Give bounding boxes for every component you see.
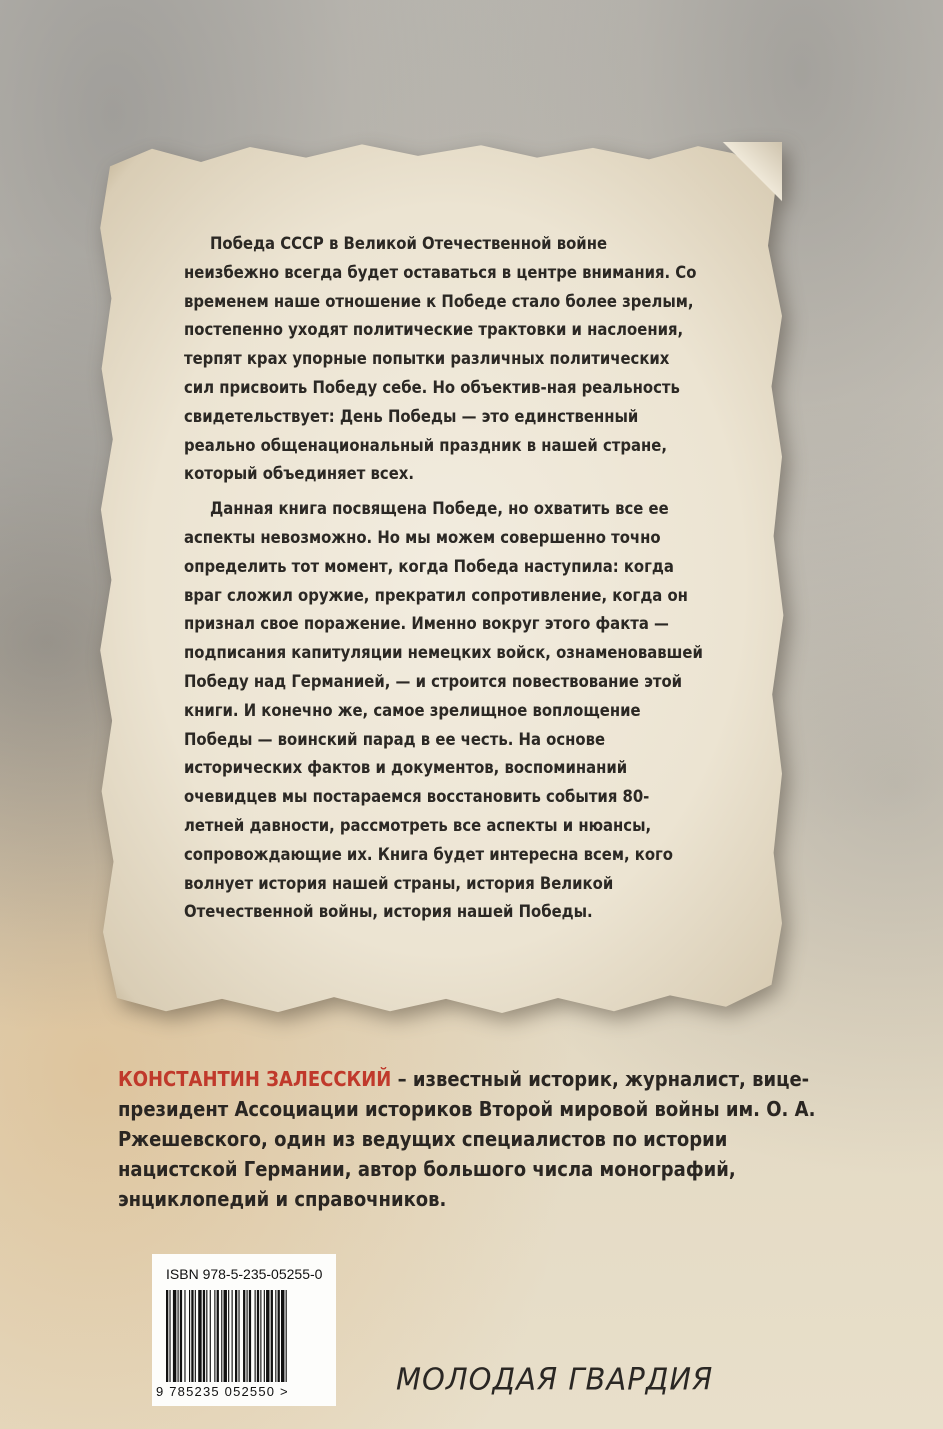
barcode-bar [266,1290,269,1382]
barcode-bar [178,1290,179,1382]
author-name: КОНСТАНТИН ЗАЛЕССКИЙ [118,1067,392,1091]
barcode-bar [257,1290,259,1382]
barcode-bar [281,1290,284,1382]
barcode-bar [286,1290,287,1382]
barcode-bar [271,1290,273,1382]
isbn-label: ISBN 978-5-235-05255-0 [166,1266,323,1282]
barcode-bar [278,1290,280,1382]
barcode-bar [264,1290,265,1382]
barcode-bar [191,1290,193,1382]
barcode-bar [243,1290,245,1382]
publisher-logo: МОЛОДАЯ ГВАРДИЯ [396,1361,714,1397]
barcode-bar [235,1290,237,1382]
barcode-digits: 9 785235 052550 > [156,1384,289,1399]
barcode-bar [173,1290,176,1382]
barcode-bar [189,1290,190,1382]
barcode-bar [166,1290,168,1382]
author-description: – известный историк, журналист, вице-президент Ассоциации историков Второй мировой войны им. О. А. Ржешевского, один из ведущих специалистов по истории нацистской Германии, автор большого числа монографий, энциклопедий и справочников. [118,1067,816,1211]
paper-curl-corner [722,142,782,212]
barcode-bar [217,1290,219,1382]
barcode-bar [232,1290,233,1382]
barcode-bar [260,1290,261,1382]
barcode-bar [275,1290,276,1382]
barcode-bar [247,1290,248,1382]
barcode-bar [198,1290,201,1382]
barcode-bar [184,1290,185,1382]
barcode-bar [255,1290,256,1382]
barcode-bar [169,1290,170,1382]
barcode-bar [214,1290,215,1382]
barcode-bar [206,1290,207,1382]
blurb-paragraph-1: Победа СССР в Великой Отечественной войне неизбежно всегда будет оставаться в центре внимания. Со временем наше отношение к Победе стало более зрелым, постепенно уходят политические трактовки и наслоения, терпят крах упорные попытки различных политических сил присвоить Победу себе. Но объектив-ная реальность свидетельствует: День Победы — это единственный реально общенациональный праздник в нашей стране, который объединяет всех. [184,234,697,484]
blurb-paragraph-2: Данная книга посвящена Победе, но охватить все ее аспекты невозможно. Но мы можем совершенно точно определить тот момент, когда Победа наступила: когда враг сложил оружие, прекратил сопротивление, когда он признал свое поражение. Именно вокруг этого факта — подписания капитуляции немецких войск, ознаменовавшей Победу над Германией, — и строится повествование этой книги. И конечно же, самое зрелищное воплощение Победы — воинский парад в ее честь. На основе исторических фактов и документов, воспоминаний очевидцев мы постараемся восстановить события 80-летней давности, рассмотреть все аспекты и нюансы, сопровождающие их. Книга будет интересна всем, кого волнует история нашей страны, история Великой Отечественной войны, история нашей Победы. [184,499,703,922]
blurb-text [184,230,704,927]
barcode-bar [238,1290,239,1382]
barcode-bar [180,1290,182,1382]
author-bio [118,1064,838,1214]
barcode-bar [221,1290,222,1382]
barcode-bar [224,1290,227,1382]
barcode-bar [203,1290,205,1382]
barcode-bar [210,1290,211,1382]
barcode-bar [195,1290,196,1382]
barcode-bar [228,1290,229,1382]
barcode-block [152,1254,336,1406]
barcode-bar [249,1290,251,1382]
barcode-icon [166,1290,324,1382]
